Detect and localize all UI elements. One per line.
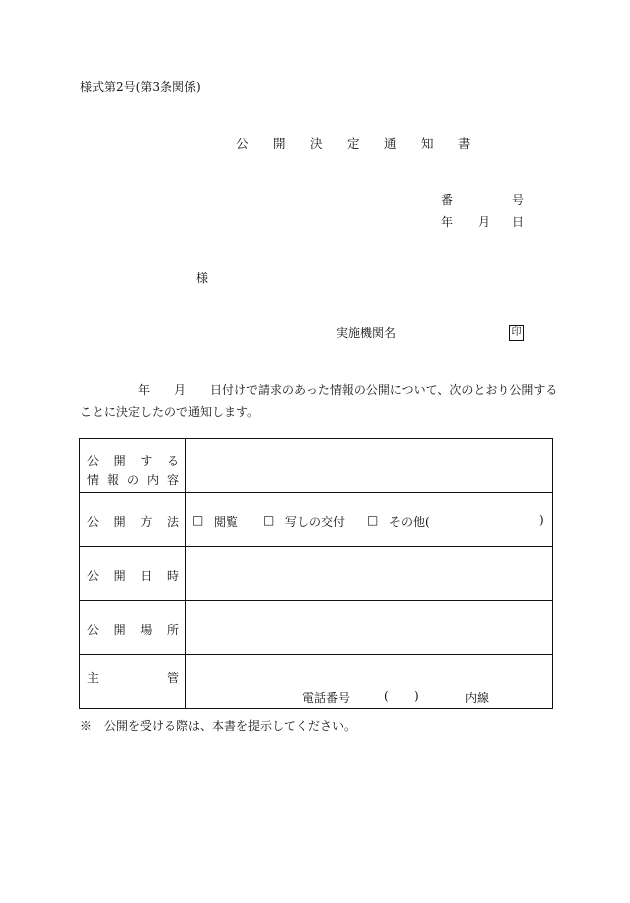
label-char: 公 (87, 623, 100, 637)
label-char: 主 (87, 671, 100, 685)
label-char: 方 (140, 515, 153, 529)
reference-number-suffix: 号 (512, 193, 525, 207)
body-text-line-2: ことに決定したので通知します。 (80, 405, 260, 419)
extension-label: 内線 (465, 691, 490, 705)
table-row-method (80, 493, 553, 547)
label-char: 容 (166, 473, 179, 487)
label-cell-department (80, 655, 186, 709)
option-view-label: 閲覧 (214, 515, 239, 529)
value-cell-department (186, 655, 553, 709)
label-cell-content (80, 439, 186, 493)
date-year-label: 年 (441, 215, 454, 229)
label-char: 法 (166, 515, 179, 529)
phone-paren-open: ( (384, 689, 389, 703)
phone-number-label: 電話番号 (302, 691, 351, 705)
agency-name-label: 実施機関名 (336, 326, 397, 340)
label-cell-place (80, 601, 186, 655)
date-day-label: 日 (512, 215, 525, 229)
table-row-datetime (80, 547, 553, 601)
reference-number-label: 番 (441, 193, 454, 207)
label-content-line-2 (87, 471, 179, 488)
label-char: 公 (87, 569, 100, 583)
label-cell-method (80, 493, 186, 547)
label-char: 内 (146, 473, 159, 487)
label-place (87, 621, 179, 638)
table-row-place (80, 601, 553, 655)
label-char: 開 (113, 623, 126, 637)
label-method (87, 513, 179, 530)
seal-mark: 印 (509, 325, 524, 341)
document-title: 公 開 決 定 通 知 書 (236, 136, 477, 151)
label-char: 報 (106, 473, 119, 487)
table-row-department (80, 655, 553, 709)
option-other-label: その他( (389, 515, 430, 529)
phone-paren-close: ) (414, 689, 419, 703)
label-datetime (87, 567, 179, 584)
label-content-line-1 (87, 452, 179, 469)
label-char: 管 (166, 671, 179, 685)
label-char: 開 (113, 515, 126, 529)
label-char: の (126, 473, 139, 487)
option-other-close-paren: ) (539, 513, 544, 527)
label-department (87, 669, 179, 686)
label-char: 開 (113, 454, 126, 468)
addressee-honorific: 様 (196, 271, 209, 285)
date-month-label: 月 (478, 215, 491, 229)
label-char: 公 (87, 515, 100, 529)
label-char: 公 (87, 454, 100, 468)
checkbox-copy-icon[interactable]: □ (263, 513, 275, 527)
label-char: 情 (87, 473, 100, 487)
label-char: 場 (140, 623, 153, 637)
label-char: 開 (113, 569, 126, 583)
label-char: 日 (140, 569, 153, 583)
form-number: 様式第2号(第3条関係) (80, 80, 201, 94)
label-cell-datetime (80, 547, 186, 601)
option-copy-label: 写しの交付 (285, 515, 346, 529)
disclosure-info-table (79, 438, 553, 709)
label-char: 時 (166, 569, 179, 583)
table-row-content (80, 439, 553, 493)
checkbox-other-icon[interactable]: □ (367, 513, 379, 527)
value-cell-datetime[interactable] (186, 547, 553, 601)
value-cell-method (186, 493, 553, 547)
value-cell-place[interactable] (186, 601, 553, 655)
footnote: ※ 公開を受ける際は、本書を提示してください。 (80, 719, 357, 733)
label-char: る (166, 454, 179, 468)
value-cell-content[interactable] (186, 439, 553, 493)
checkbox-view-icon[interactable]: □ (192, 513, 204, 527)
label-char: 所 (166, 623, 179, 637)
body-text-line-1: 年 月 日付けで請求のあった情報の公開について、次のとおり公開する (138, 383, 558, 397)
label-char: す (140, 454, 153, 468)
